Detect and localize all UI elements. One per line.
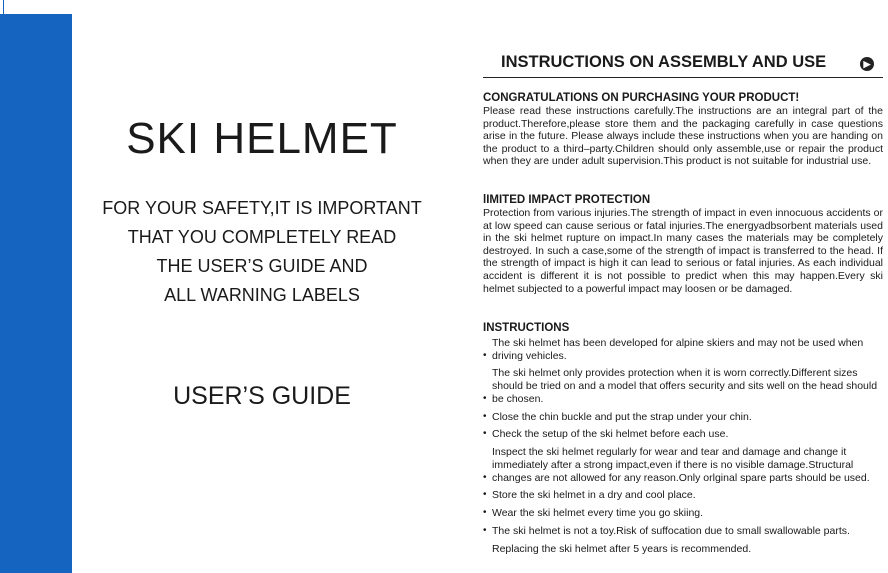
list-item-text: Wear the ski helmet every time you go skiing. (492, 507, 704, 520)
list-item-text: Close the chin buckle and put the strap under your chin. (492, 410, 752, 423)
bullet-icon: • (483, 471, 487, 483)
list-item (483, 507, 883, 520)
limited-protection-text: Protection from various injuries.The strength of impact in even innocuous accidents or at low speed can cause serious or fatal injuries.The energyadbsorbent materials used in the ski helmet rupture on impact.In many cases the materials may be completely destroyed. In such a case,some of the strength of impact is transferred to the head. If the strength of impact is high it can lead to serious or fatal injuries. As each individual accident is different it is not possible to predict when this may happen.Every ski helmet subjected to a powerful impact may loosen or be damaged. (483, 207, 883, 295)
list-item-text: Check the setup of the ski helmet before each use. (492, 428, 729, 441)
safety-line: ALL WARNING LABELS (164, 285, 360, 305)
limited-protection-heading: lIMITED IMPACT PROTECTION (483, 194, 651, 206)
list-item (483, 446, 883, 484)
list-item-text: The ski helmet has been developed for alpine skiers and may not be used when driving vehicles. (492, 337, 864, 362)
corner-mark (3, 0, 4, 14)
circle-logo-icon: ▶ (860, 57, 874, 71)
bullet-icon: • (483, 410, 487, 422)
list-item-text: Inspect the ski helmet regularly for wear and tear and damage and change it immediately after a strong impact,even if there is no visible damage.Structural changes are not allowed for any reason.Only orlginal spare parts should be used. (492, 446, 870, 484)
congratulations-section (483, 91, 883, 168)
guide-title: USER’S GUIDE (173, 382, 351, 410)
instruction-list (483, 337, 883, 556)
list-item-text: The ski helmet only provides protection when it is worn correctly.Different sizes should be tried on and a model that offers security and sits well on the head should be chosen. (492, 367, 878, 405)
list-item-text: Replacing the ski helmet after 5 years is recommended. (492, 543, 752, 556)
safety-line: THE USER’S GUIDE AND (156, 256, 368, 276)
list-item (483, 428, 883, 441)
instructions-heading: INSTRUCTIONS ON ASSEMBLY AND USE (501, 53, 827, 71)
list-item (483, 543, 883, 556)
bullet-icon: • (483, 428, 487, 440)
instructions-section (483, 321, 883, 561)
instructions-header (483, 50, 883, 78)
list-item (483, 525, 883, 538)
safety-line: THAT YOU COMPLETELY READ (127, 227, 397, 247)
bullet-icon: • (483, 507, 487, 519)
blue-side-bar (0, 14, 72, 573)
cover-title: SKI HELMET (126, 114, 398, 163)
list-item (483, 411, 883, 424)
list-item-text: The ski helmet is not a toy.Risk of suffocation due to small swallowable parts. (492, 525, 850, 538)
bullet-icon: • (483, 525, 487, 537)
instructions-panel (483, 50, 883, 556)
limited-protection-section (483, 193, 883, 295)
cover-panel (72, 0, 452, 573)
bullet-icon: • (483, 489, 487, 501)
bullet-icon: • (483, 349, 487, 361)
list-item-text: Store the ski helmet in a dry and cool place. (492, 489, 696, 502)
instructions-subheading: INSTRUCTIONS (483, 322, 570, 334)
safety-line: FOR YOUR SAFETY,IT IS IMPORTANT (102, 198, 422, 218)
list-item (483, 489, 883, 502)
list-item (483, 367, 883, 405)
congratulations-heading: CONGRATULATIONS ON PURCHASING YOUR PRODUCT! (483, 92, 800, 104)
list-item (483, 337, 883, 362)
safety-warning (72, 194, 452, 310)
congratulations-text: Please read these instructions carefully.The instructions are an integral part of the product.Therefore,please store them and the packaging carefully in case questions arise in the future. Please always include these instructions when you are handing on the product to a third–party.Children should only assemble,use or repair the product when they are under adult supervision.This product is not suitable for industrial use. (483, 105, 883, 168)
bullet-icon: • (483, 392, 487, 404)
